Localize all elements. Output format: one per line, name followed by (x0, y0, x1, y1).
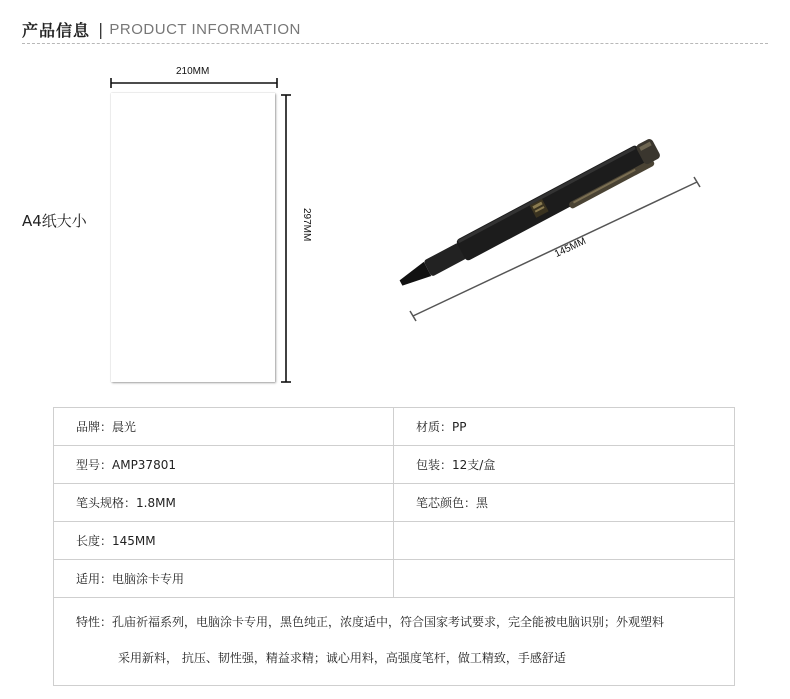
table-row (54, 484, 735, 522)
paper-width-label: 210MM (176, 66, 210, 77)
a4-size-label: A4纸大小 (22, 212, 87, 230)
spec-usage: 适用：电脑涂卡专用 (54, 560, 394, 598)
features-line-2: 采用新料， 抗压、韧性强，精益求精；诚心用料，高强度笔杆，做工精致，手感舒适 (118, 651, 566, 665)
features-line-1: 特性：孔庙祈福系列，电脑涂卡专用，黑色纯正，浓度适中，符合国家考试要求，完全能被电脑识别；外观塑料 (76, 615, 665, 629)
table-row (54, 598, 735, 686)
paper-height-label: 297MM (301, 208, 312, 242)
table-row (54, 522, 735, 560)
spec-empty-cell (394, 522, 735, 560)
spec-material: 材质：PP (394, 408, 735, 446)
spec-brand: 品牌：晨光 (54, 408, 394, 446)
table-row (54, 560, 735, 598)
title-separator: | (98, 19, 104, 39)
spec-model: 型号：AMP37801 (54, 446, 394, 484)
section-title-en: PRODUCT INFORMATION (109, 20, 301, 38)
spec-packing: 包装：12支/盒 (394, 446, 735, 484)
paper-width-dimension (111, 78, 277, 88)
spec-lead-color: 笔芯颜色：黑 (394, 484, 735, 522)
table-row (54, 408, 735, 446)
table-row (54, 446, 735, 484)
spec-length: 长度：145MM (54, 522, 394, 560)
spec-table (53, 407, 735, 686)
pen-length-label: 145MM (553, 235, 588, 260)
spec-empty-cell (394, 560, 735, 598)
pen-barrel (455, 144, 647, 261)
section-title-cn: 产品信息 (22, 20, 91, 40)
spec-features (54, 598, 735, 686)
paper-height-dimension (281, 95, 291, 382)
spec-tip: 笔头规格：1.8MM (54, 484, 394, 522)
